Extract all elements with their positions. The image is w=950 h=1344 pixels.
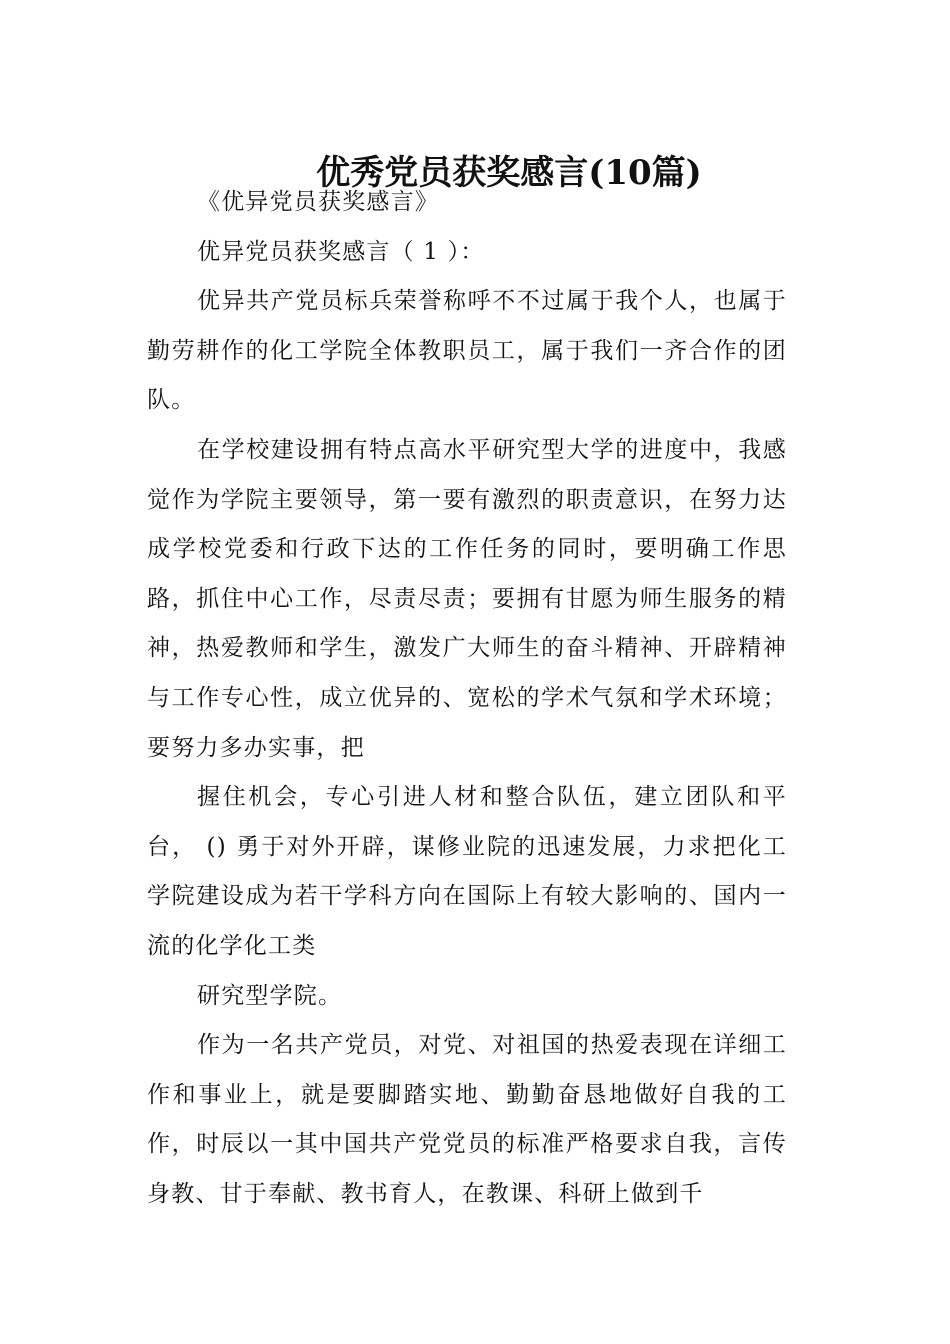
body-paragraph: 优异共产党员标兵荣誉称呼不不过属于我个人，也属于勤劳耕作的化工学院全体教职员工，属于我们一齐合作的团队。 xyxy=(147,288,787,414)
subtitle-paragraph: 《优异党员获奖感言》 xyxy=(197,189,439,215)
document-title: 优秀党员获奖感言(10篇) xyxy=(316,152,702,193)
section-heading-paragraph: 优异党员获奖感言（ 1 ）： xyxy=(197,238,485,265)
body-paragraph: 握住机会，专心引进人材和整合队伍，建立团队和平台， () 勇于对外开辟，谋修业院的迅速发展，力求把化工学院建设成为若干学科方向在国际上有较大影响的、国内一流的化学化工类 xyxy=(147,784,787,959)
body-paragraph: 在学校建设拥有特点高水平研究型大学的进度中，我感觉作为学院主要领导，第一要有激烈的职责意识，在努力达成学校党委和行政下达的工作任务的同时，要明确工作思路，抓住中心工作，尽责尽责；要拥有甘愿为师生服务的精神，热爱教师和学生，激发广大师生的奋斗精神、开辟精神与工作专心性，成立优异的、宽松的学术气氛和学术环境；要努力多办实事，把 xyxy=(147,436,787,761)
body-paragraph: 作为一名共产党员，对党、对祖国的热爱表现在详细工作和事业上，就是要脚踏实地、勤勤奋恳地做好自我的工作，时辰以一其中国共产党党员的标准严格要求自我，言传身教、甘于奉献、教书育人，在教课、科研上做到千 xyxy=(147,1032,787,1207)
document-body xyxy=(147,178,787,1219)
body-paragraph: 研究型学院。 xyxy=(197,982,343,1009)
